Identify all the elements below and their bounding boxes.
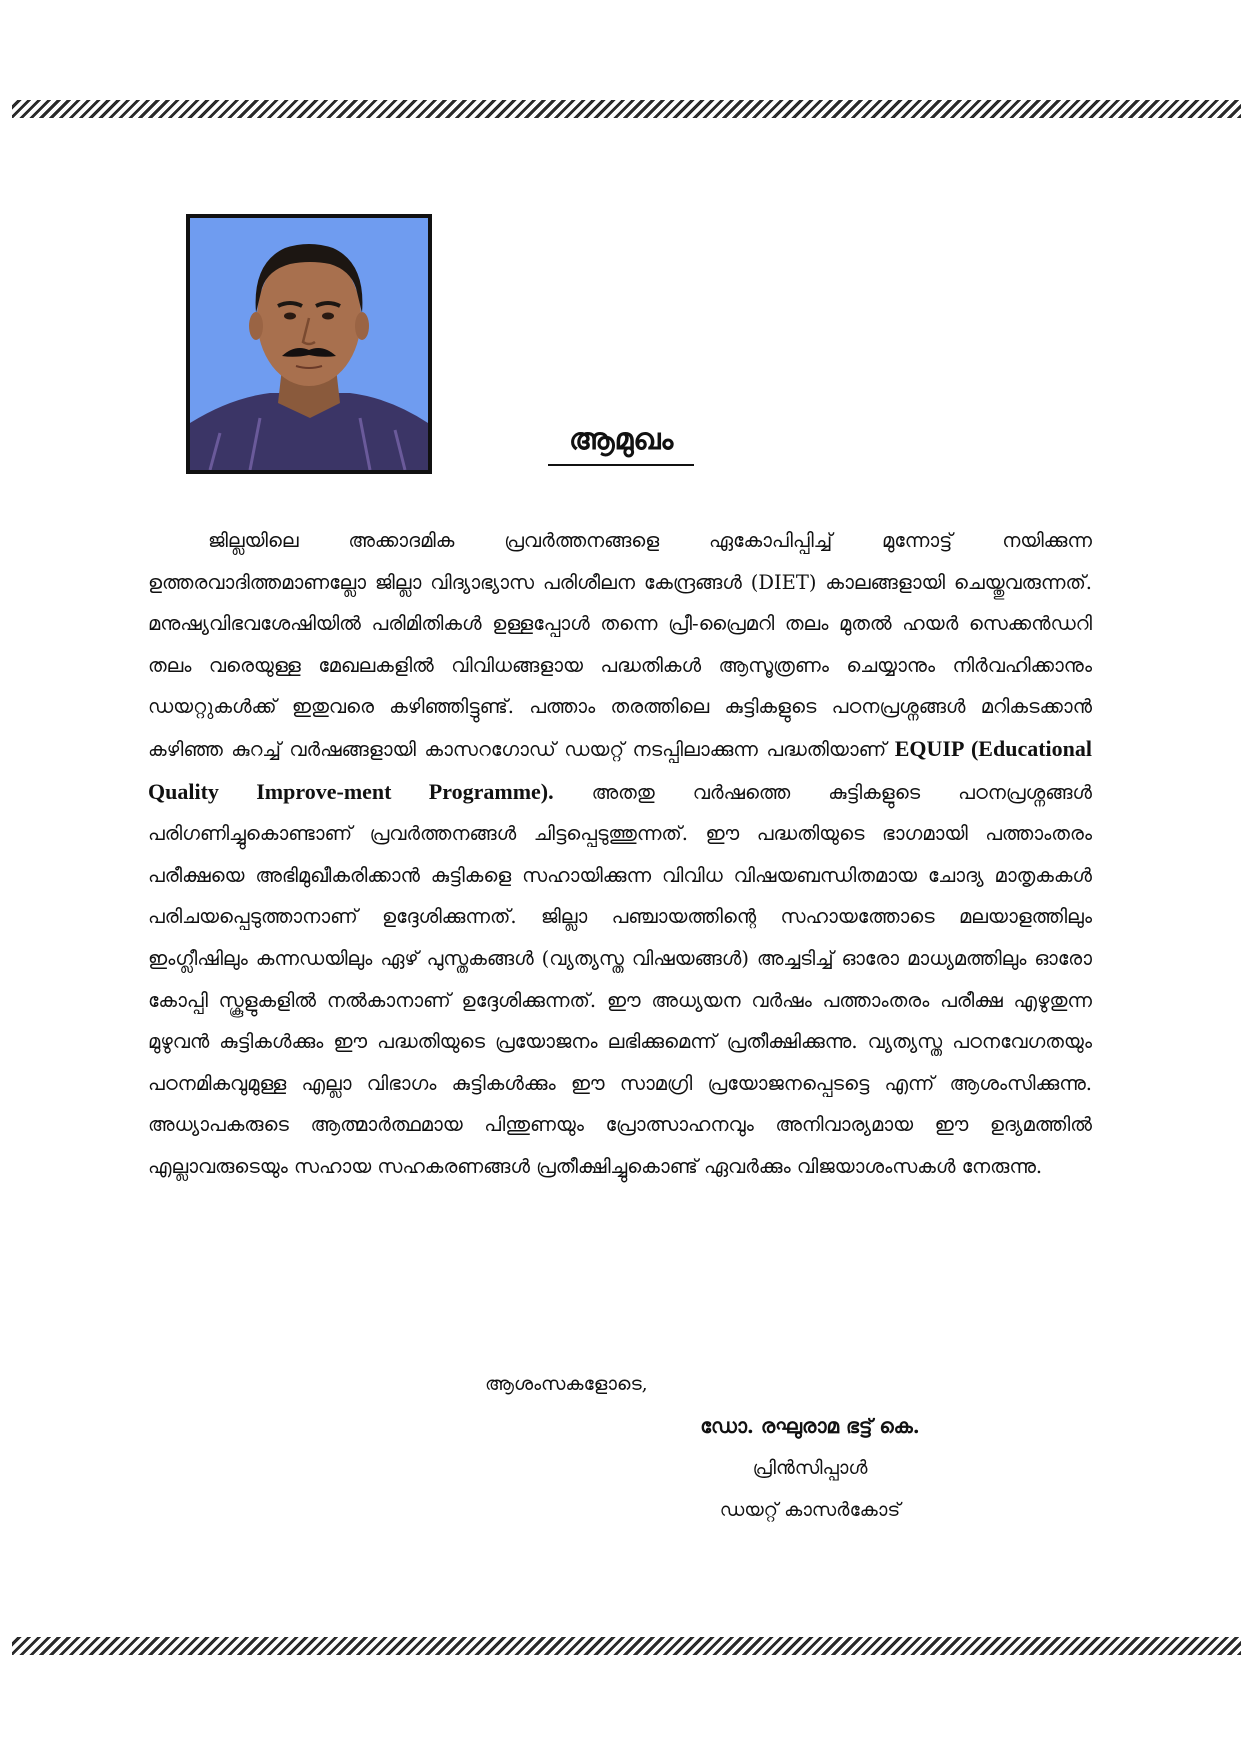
decorative-top-band — [12, 100, 1241, 118]
signatory-organization: ഡയറ്റ് കാസർകോട് — [719, 1499, 901, 1521]
closing-salutation: ആശംസകളോടെ, — [485, 1373, 648, 1395]
portrait-illustration — [190, 218, 428, 470]
body-text-part-2: അതതു വർഷത്തെ കുട്ടികളുടെ പഠനപ്രശ്നങ്ങൾ പരിഗണിച്ചുകൊണ്ടാണ് പ്രവർത്തനങ്ങൾ ചിട്ടപ്പെടുത്തുന്നത്. ഈ പദ്ധതിയുടെ ഭാഗമായി പത്താംതരം പരീക്ഷയെ അഭിമുഖീകരിക്കാൻ കുട്ടികളെ സഹായിക്കുന്ന വിവിധ വിഷയബന്ധിതമായ ചോദ്യ മാതൃകകൾ പരിചയപ്പെടുത്താനാണ് ഉദ്ദേശിക്കുന്നത്. ജില്ലാ പഞ്ചായത്തിന്റെ സഹായത്തോടെ മലയാളത്തിലും ഇംഗ്ലീഷിലും കന്നഡയിലും ഏഴ് പുസ്തകങ്ങൾ (വ്യത്യസ്ത വിഷയങ്ങൾ) അച്ചടിച്ച് ഓരോ മാധ്യമത്തിലും ഓരോ കോപ്പി സ്കൂളുകളിൽ നൽകാനാണ് ഉദ്ദേശിക്കുന്നത്. ഈ അധ്യയന വർഷം പത്താംതരം പരീക്ഷ എഴുതുന്ന മുഴുവൻ കുട്ടികൾക്കും ഈ പദ്ധതിയുടെ പ്രയോജനം ലഭിക്കുമെന്ന് പ്രതീക്ഷിക്കുന്നു. വ്യത്യസ്ത പഠനവേഗതയും പഠനമികവുമുള്ള എല്ലാ വിഭാഗം കുട്ടികൾക്കും ഈ സാമഗ്രി പ്രയോജനപ്പെടട്ടെ എന്ന് ആശംസിക്കുന്നു. അധ്യാപകരുടെ ആത്മാർത്ഥമായ പിന്തുണയും പ്രോത്സാഹനവും അനിവാര്യമായ ഈ ഉദ്യമത്തിൽ എല്ലാവരുടെയും സഹായ സഹകരണങ്ങൾ പ്രതീക്ഷിച്ചുകൊണ്ട് ഏവർക്കും വിജയാശംസകൾ നേരുന്നു. — [148, 780, 1092, 1178]
signatory-role: പ്രിൻസിപ്പാൾ — [752, 1457, 868, 1479]
page-title: ആമുഖം — [548, 420, 694, 466]
decorative-bottom-band — [12, 1637, 1241, 1655]
signatory-name: ഡോ. രഘുരാമ ഭട്ട് കെ. — [700, 1414, 920, 1438]
author-photo — [186, 214, 432, 474]
body-text-part-1: ജില്ലയിലെ അക്കാദമിക പ്രവർത്തനങ്ങളെ ഏകോപിപ്പിച്ച് മുന്നോട്ട് നയിക്കുന്ന ഉത്തരവാദിത്തമാണല്ലോ ജില്ലാ വിദ്യാഭ്യാസ പരിശീലന കേന്ദ്രങ്ങൾ (DIET) കാലങ്ങളായി ചെയ്തുവരുന്നത്. മനുഷ്യവിഭവശേഷിയിൽ പരിമിതികൾ ഉള്ളപ്പോൾ തന്നെ പ്രീ-പ്രൈമറി തലം മുതൽ ഹയർ സെക്കൻഡറി തലം വരെയുള്ള മേഖലകളിൽ വിവിധങ്ങളായ പദ്ധതികൾ ആസൂത്രണം ചെയ്യാനും നിർവഹിക്കാനും ഡയറ്റുകൾക്ക് ഇതുവരെ കഴിഞ്ഞിട്ടുണ്ട്. പത്താം തരത്തിലെ കുട്ടികളുടെ പഠനപ്രശ്നങ്ങൾ മറികടക്കാൻ കഴിഞ്ഞ കുറച്ച് വർഷങ്ങളായി കാസറഗോഡ് ഡയറ്റ് നടപ്പിലാക്കുന്ന പദ്ധതിയാണ് — [148, 529, 1092, 761]
body-paragraph — [148, 520, 1092, 1188]
programme-name: EQUIP (Educational Quality Improve-ment Programme). — [148, 735, 1092, 804]
